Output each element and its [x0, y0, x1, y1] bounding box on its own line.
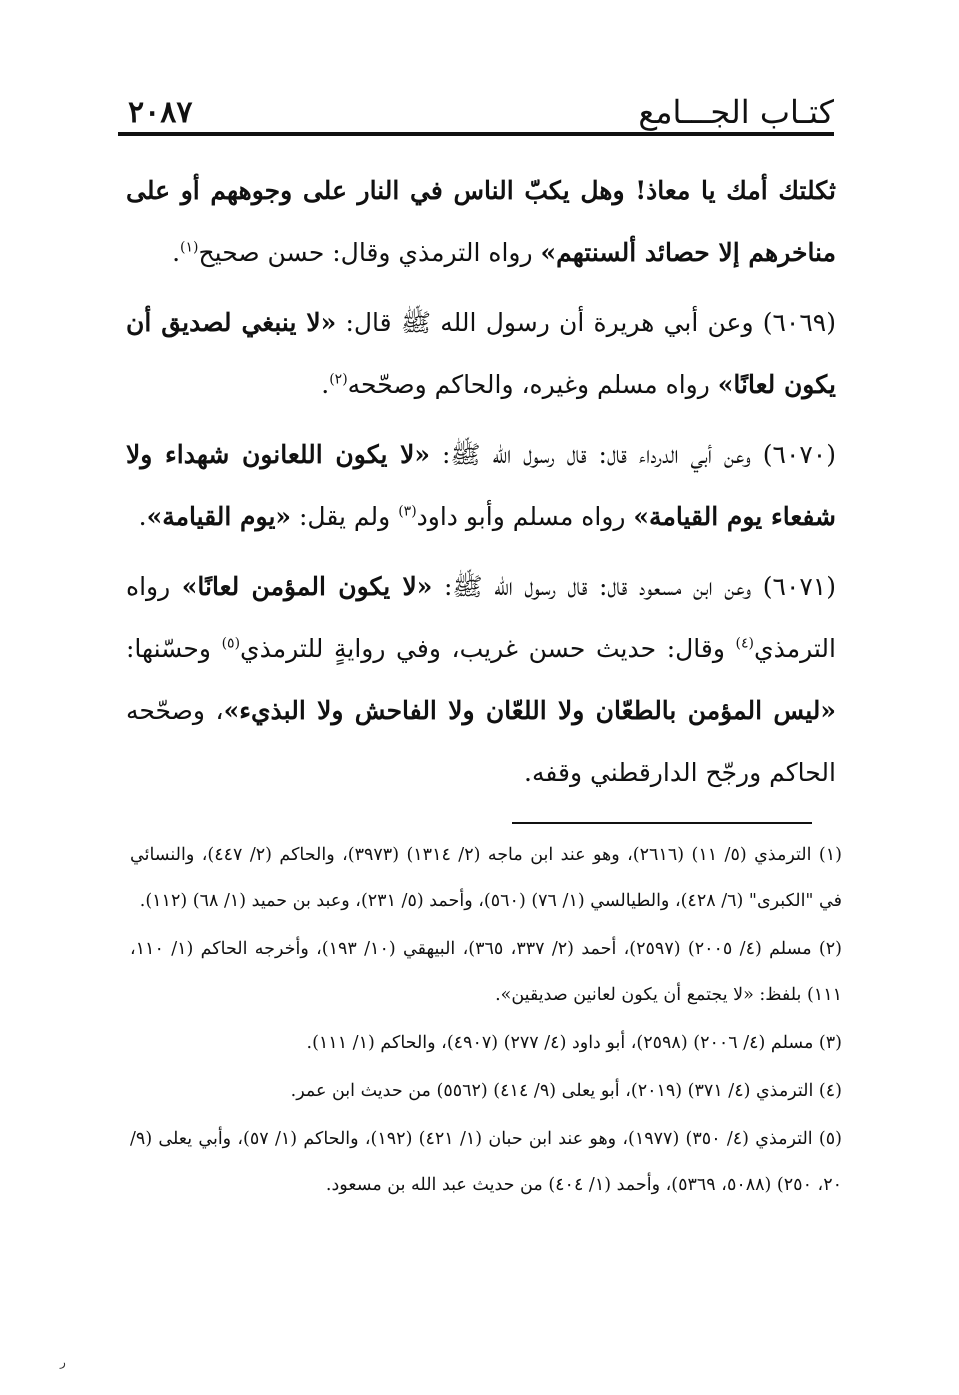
hadith-number: (٦٠٧٠) [762, 440, 836, 469]
footnote-ref-4: (٤) [735, 635, 755, 652]
footnote-separator [512, 822, 812, 824]
main-text [126, 160, 836, 812]
paragraph-6069: (٦٠٦٩) وعن أبي هريرة أن رسول الله ﷺ قال: «لا ينبغي لصديق أن يكون لعانًا» رواه مسلم وغيره، والحاكم وصحّحه$^{(٢)}$. [126, 308, 836, 399]
hadith-quote: «لا ينبغي لصديق أن يكون لعانًا» [126, 308, 836, 399]
footnote-1: (١) الترمذي (٥/ ١١) (٢٦١٦)، وهو عند ابن ماجه (٢/ ١٣١٤) (٣٩٧٣)، والحاكم (٢/ ٤٤٧)، والنسائي في "الكبرى" (٦/ ٤٢٨)، والطيالسي (١/ ٧٦) (٥٦٠)، وأحمد (٥/ ٢٣١)، وعبد بن حميد (١/ ٦٨) (١١٢). [130, 845, 842, 911]
hadith-number: (٦٠٧١) [762, 572, 836, 601]
footnote-2: (٢) مسلم (٤/ ٢٠٠٥) (٢٥٩٧)، أحمد (٢/ ٣٣٧، ٣٦٥)، البيهقي (١٠/ ١٩٣)، وأخرجه الحاكم (١/ ١١٠، ١١١) بلفظ: «لا يجتمع أن يكون لعانين صديقين». [130, 939, 842, 1005]
hadith-quote: «ليس المؤمن بالطعّان ولا اللعّان ولا الفاحش ولا البذيء» [223, 696, 837, 725]
footnotes [130, 832, 842, 1210]
header-rule [118, 132, 834, 136]
hadith-number: (٦٠٦٩) [762, 308, 836, 337]
stray-mark: ر [60, 1355, 66, 1369]
narration-text: وعن ابن مسعود قال: قال رسول الله ﷺ: [432, 572, 763, 601]
footnote-4: (٤) الترمذي (٤/ ٣٧١) (٢٠١٩)، أبو يعلى (٩/ ٤١٤) (٥٥٦٢) من حديث ابن عمر. [290, 1081, 842, 1101]
citation-text: رواه مسلم وأبو داود [416, 502, 634, 531]
footnote-ref-2: (٢) [329, 371, 348, 388]
running-title: كتـاب الجـــامع [638, 93, 834, 131]
footnote-3: (٣) مسلم (٤/ ٢٠٠٦) (٢٥٩٨)، أبو داود (٤/ ٢٧٧) (٤٩٠٧)، والحاكم (١/ ١١١). [306, 1033, 842, 1053]
hadith-quote: ثكلتك أمك يا معاذ! وهل يكبّ الناس في النار على وجوههم أو على مناخرهم إلا حصائد ألسنتهم» [126, 176, 836, 267]
footnote-ref-1: (١) [180, 239, 199, 256]
narration-text: وعن أبي هريرة أن رسول الله ﷺ قال: [336, 308, 763, 337]
page-number: ٢٠٨٧ [128, 95, 193, 130]
paragraph-6071: (٦٠٧١) وعن ابن مسعود قال: قال رسول الله ﷺ: «لا يكون المؤمن لعانًا» رواه الترمذي$^{(٤)}$ وقال: حديث حسن غريب، وفي روايةٍ للترمذي$^{(٥)}$ وحسّنها: «ليس المؤمن بالطعّان ولا اللعّان ولا الفاحش ولا البذيء»، وصحّحه الحاكم ورجّح الدارقطني وقفه. [126, 572, 837, 787]
citation-text: رواه الترمذي [126, 572, 836, 663]
footnote-ref-5: (٥) [221, 635, 241, 652]
narration-text: وعن أبي الدرداء قال: قال رسول الله ﷺ: [430, 440, 763, 469]
footnote-ref-3: (٣) [398, 503, 417, 520]
paragraph-1: ثكلتك أمك يا معاذ! وهل يكبّ الناس في النار على وجوههم أو على مناخرهم إلا حصائد ألسنتهم» رواه الترمذي وقال: حسن صحيح$^{(١)}$. [126, 176, 836, 267]
citation-text: رواه مسلم وغيره، والحاكم وصحّحه [347, 370, 718, 399]
hadith-quote: «لا يكون اللعانون شهداء ولا شفعاء يوم القيامة» [126, 440, 836, 531]
footnote-5: (٥) الترمذي (٤/ ٣٥٠) (١٩٧٧)، وهو عند ابن حبان (١/ ٤٢١) (١٩٢)، والحاكم (١/ ٥٧)، وأبي يعلى (٩/ ٢٠، ٢٥٠) (٥٠٨٨، ٥٣٦٩)، وأحمد (١/ ٤٠٤) من حديث عبد الله بن مسعود. [130, 1129, 842, 1195]
paragraph-6070: (٦٠٧٠) وعن أبي الدرداء قال: قال رسول الله ﷺ: «لا يكون اللعانون شهداء ولا شفعاء يوم القيامة» رواه مسلم وأبو داود$^{(٣)}$ ولم يقل: «يوم القيامة». [126, 440, 836, 531]
citation-text: رواه الترمذي وقال: حسن صحيح [198, 238, 541, 267]
page-header [128, 95, 834, 135]
hadith-quote: «يوم القيامة» [146, 502, 292, 531]
hadith-quote: «لا يكون المؤمن لعانًا» [181, 572, 433, 601]
